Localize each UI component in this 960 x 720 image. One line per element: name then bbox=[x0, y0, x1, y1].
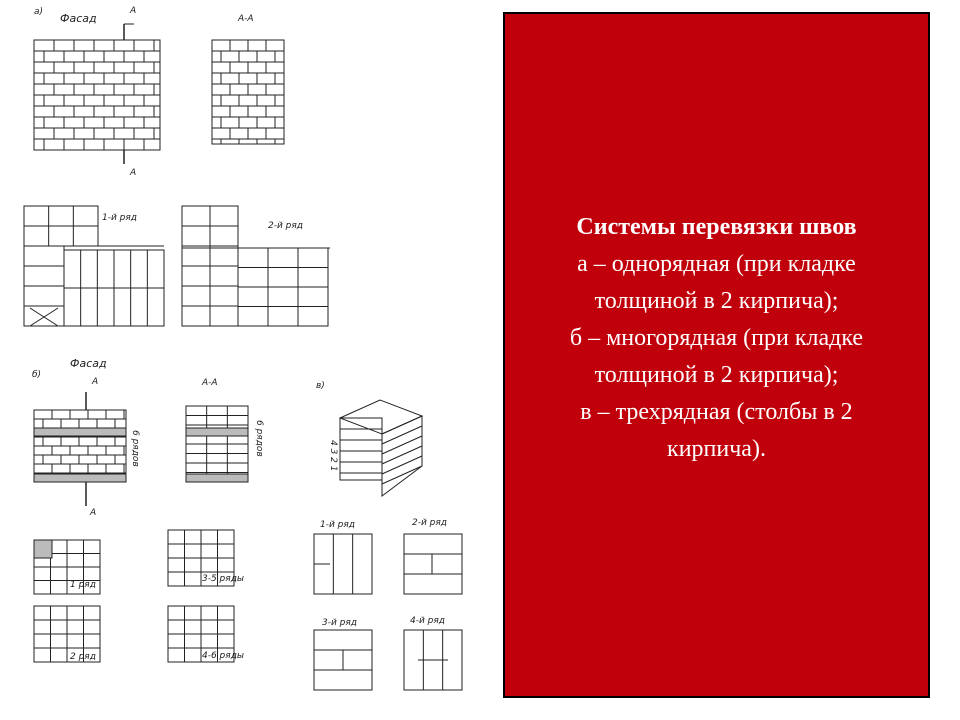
corner-row1-hatch bbox=[34, 540, 52, 558]
label-b-rows-2: 6 рядов bbox=[254, 420, 264, 457]
pillar-plan-row2-outline bbox=[404, 534, 462, 594]
label-a: а) bbox=[34, 7, 44, 17]
label-row-2: 2-й ряд bbox=[268, 221, 304, 231]
label-b-rows: 6 рядов bbox=[130, 430, 140, 467]
label-v-nums: 4 3 2 1 bbox=[328, 440, 338, 472]
label-section-mark-bottom: А bbox=[130, 168, 137, 178]
pillar-side-joint bbox=[382, 436, 422, 454]
label-section-mark-b-top: А bbox=[92, 377, 99, 387]
label-c-row35: 3-5 ряды bbox=[202, 574, 245, 584]
label-section-a: А-А bbox=[238, 14, 254, 24]
panel-line-5: в – трехрядная (столбы в 2 bbox=[580, 399, 853, 425]
label-p-row4: 4-й ряд bbox=[410, 616, 446, 626]
pillar-front bbox=[340, 418, 382, 480]
panel-line-3: б – многорядная (при кладке bbox=[569, 325, 864, 351]
panel-line-4: толщиной в 2 кирпича); bbox=[594, 362, 839, 388]
section-b-hatch-band bbox=[186, 428, 248, 436]
pillar-side bbox=[382, 416, 422, 496]
panel-line-1: а – однорядная (при кладке bbox=[577, 251, 856, 277]
label-row-1: 1-й ряд bbox=[102, 213, 138, 223]
label-p-row3: 3-й ряд bbox=[322, 618, 358, 628]
label-p-row1: 1-й ряд bbox=[320, 520, 356, 530]
label-c-row2: 2 ряд bbox=[70, 652, 96, 662]
panel-title: Системы перевязки швов bbox=[576, 214, 857, 240]
label-facade-a: Фасад bbox=[60, 12, 97, 25]
label-c-row1: 1 ряд bbox=[70, 580, 96, 590]
description-panel bbox=[503, 12, 930, 698]
pillar-side-joint bbox=[382, 456, 422, 474]
pillar-side-joint bbox=[382, 446, 422, 464]
facade-b-hatch-band bbox=[34, 474, 126, 482]
label-section-mark-top: А bbox=[130, 6, 137, 16]
label-facade-b: Фасад bbox=[70, 357, 107, 370]
label-section-b: А-А bbox=[202, 378, 218, 388]
label-p-row2: 2-й ряд bbox=[412, 518, 448, 528]
panel-line-6: кирпича). bbox=[667, 436, 766, 462]
label-section-mark-b-bottom: А bbox=[90, 508, 97, 518]
section-b-hatch-band bbox=[186, 474, 248, 482]
label-c-row46: 4-6 ряды bbox=[202, 651, 245, 661]
panel-text bbox=[505, 209, 928, 468]
facade-b-hatch-band bbox=[34, 428, 126, 436]
label-v: в) bbox=[316, 381, 325, 391]
label-b: б) bbox=[32, 370, 42, 380]
panel-line-2: толщиной в 2 кирпича); bbox=[594, 288, 839, 314]
pillar-side-joint bbox=[382, 426, 422, 444]
